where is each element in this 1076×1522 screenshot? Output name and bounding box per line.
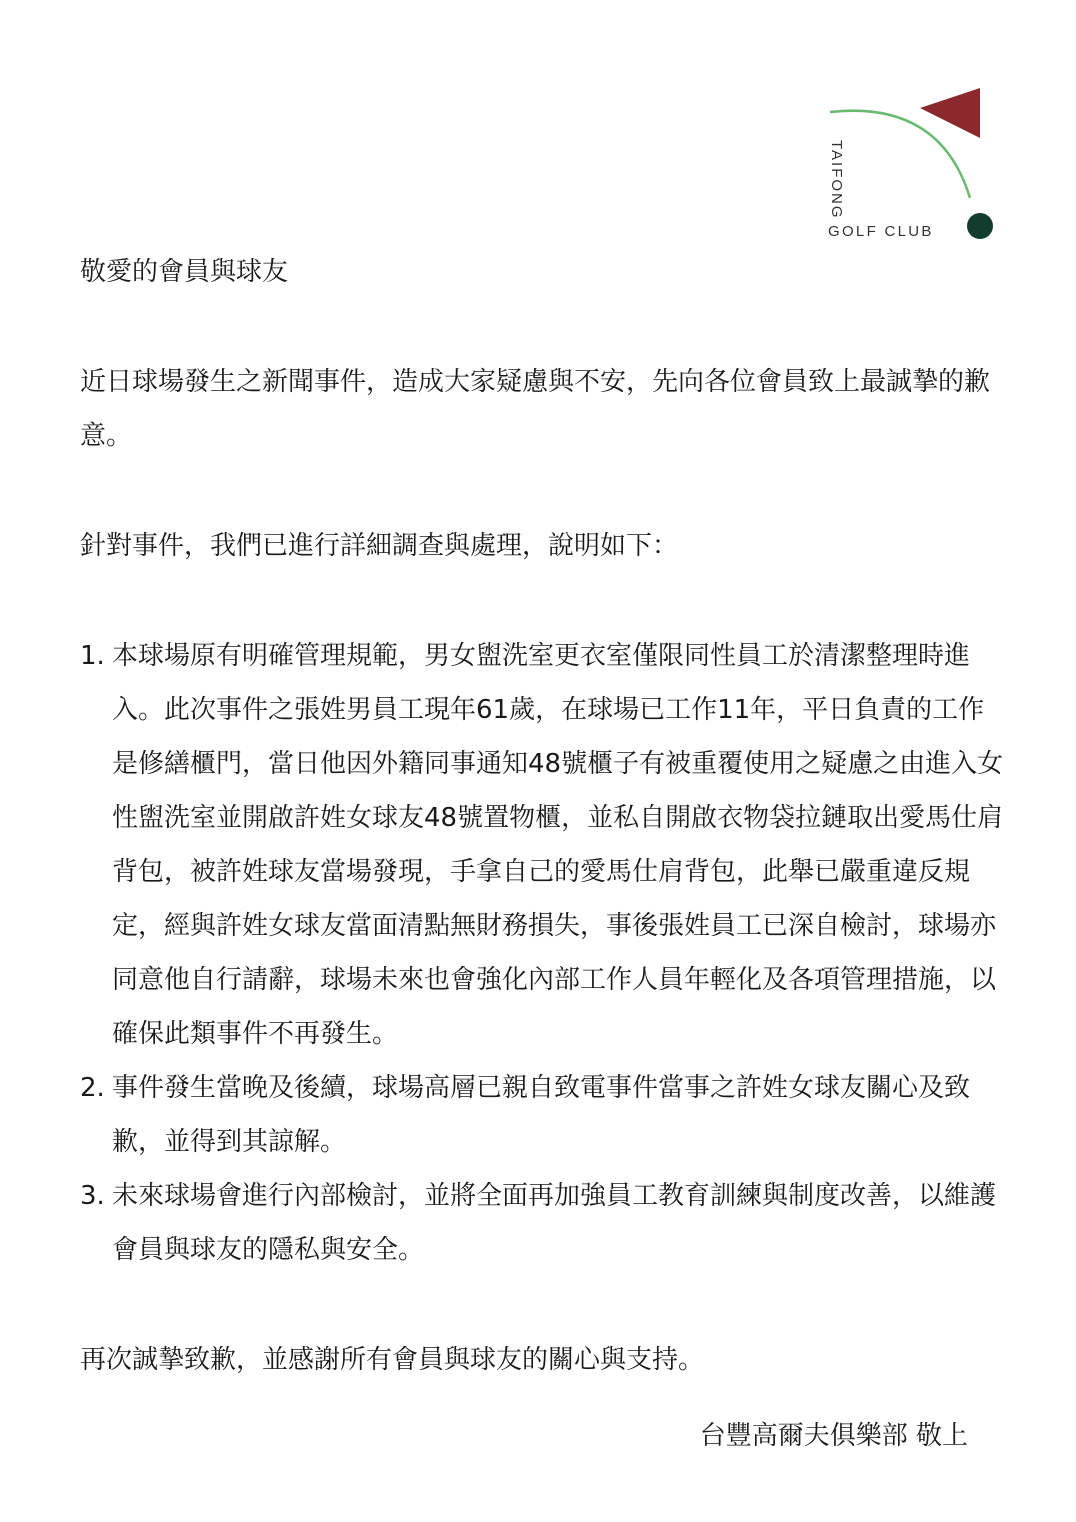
intro-paragraph: 近日球場發生之新聞事件，造成大家疑慮與不安，先向各位會員致上最誠摯的歉意。 <box>80 367 991 451</box>
lead-paragraph: 針對事件，我們已進行詳細調查與處理，說明如下： <box>80 531 679 561</box>
list-item-text: 事件發生當晚及後續，球場高層已親自致電事件當事之許姓女球友關心及致歉，並得到其諒解。 <box>112 1073 971 1157</box>
list-item <box>80 629 1010 1061</box>
flag-icon <box>920 88 980 138</box>
list-item-number: 2. <box>80 1073 105 1103</box>
logo-text-taifong: TAIFONG <box>828 140 845 220</box>
list-item <box>80 1061 1010 1169</box>
list-item-text: 未來球場會進行內部檢討，並將全面再加強員工教育訓練與制度改善，以維護會員與球友的隱私與安全。 <box>112 1181 997 1265</box>
letter-body <box>80 245 1010 1463</box>
taifong-golf-club-logo <box>820 80 1000 250</box>
list-item-number: 3. <box>80 1181 105 1211</box>
list-item-number: 1. <box>80 641 105 671</box>
list-item <box>80 1169 1010 1277</box>
closing-paragraph: 再次誠摯致歉，並感謝所有會員與球友的關心與支持。 <box>80 1345 705 1375</box>
logo-arc <box>830 111 970 198</box>
explanation-list <box>80 629 1010 1277</box>
greeting: 敬愛的會員與球友 <box>80 257 289 287</box>
golf-ball-icon <box>967 213 993 239</box>
signature: 台豐高爾夫俱樂部 敬上 <box>699 1421 968 1451</box>
logo-text-golf-club: GOLF CLUB <box>828 223 934 240</box>
list-item-text: 本球場原有明確管理規範，男女盥洗室更衣室僅限同性員工於清潔整理時進入。此次事件之張姓男員工現年61歲，在球場已工作11年，平日負責的工作是修繕櫃門，當日他因外籍同事通知48號櫃子有被重覆使用之疑慮之由進入女性盥洗室並開啟許姓女球友48號置物櫃，並私自開啟衣物袋拉鏈取出愛馬仕肩背包，被許姓球友當場發現，手拿自己的愛馬仕肩背包，此舉已嚴重違反規定，經與許姓女球友當面清點無財務損失，事後張姓員工已深自檢討，球場亦同意他自行請辭，球場未來也會強化內部工作人員年輕化及各項管理措施，以確保此類事件不再發生。 <box>112 641 1004 1049</box>
